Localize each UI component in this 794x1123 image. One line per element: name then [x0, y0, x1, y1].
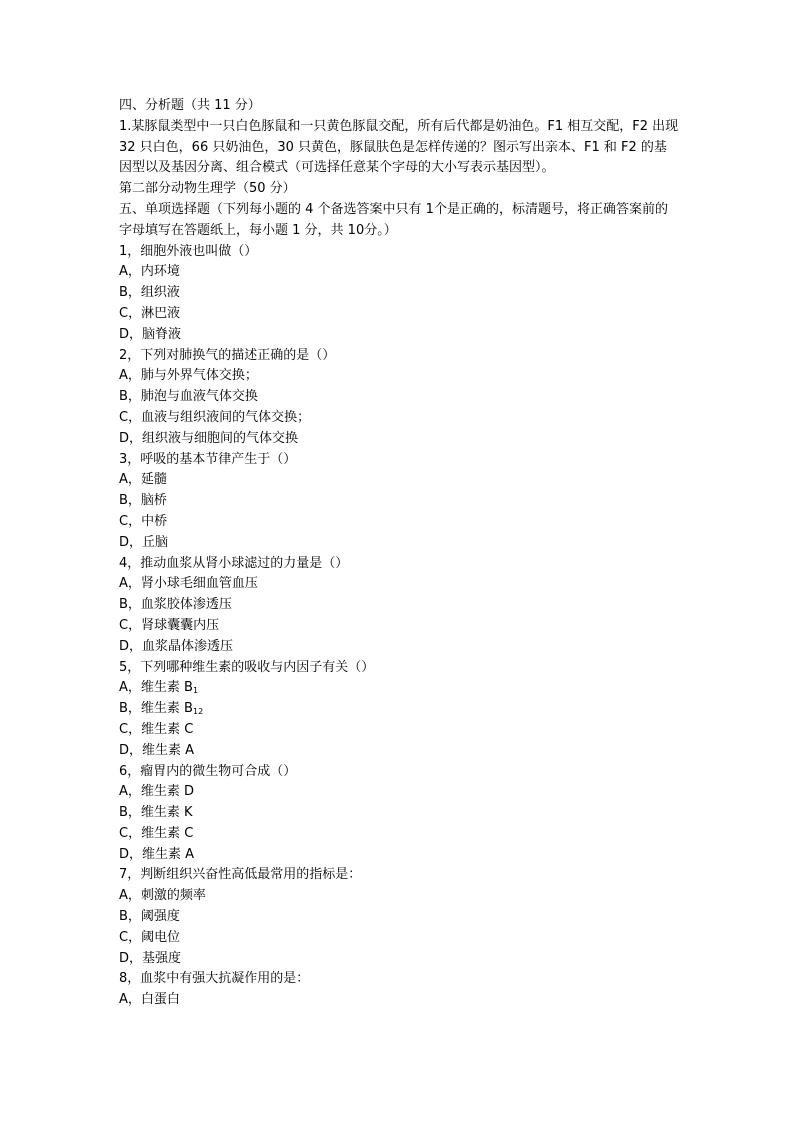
question-7 — [119, 865, 679, 969]
option-subscript: 1 — [192, 686, 199, 696]
option-b — [119, 699, 679, 720]
option-d: D，组织液与细胞间的气体交换 — [119, 430, 299, 446]
option-a: A，维生素 D — [119, 784, 195, 800]
question-1 — [119, 242, 679, 346]
option-c: C，中桥 — [119, 513, 168, 529]
option-text: C，维生素 C — [119, 721, 194, 737]
question-stem: 8，血浆中有强大抗凝作用的是： — [119, 971, 310, 987]
document-page — [119, 96, 679, 1011]
option-d: D，血浆晶体渗透压 — [119, 638, 234, 654]
option-c — [119, 720, 679, 741]
option-b: B，维生素 K — [119, 805, 193, 821]
question-2 — [119, 346, 679, 450]
option-b: B，血浆胶体渗透压 — [119, 597, 232, 613]
option-a — [119, 678, 679, 699]
section-4-heading: 四、分析题（共 11 分） — [119, 98, 261, 113]
option-b: B，阈强度 — [119, 909, 180, 925]
question-stem: 5，下列哪种维生素的吸收与内因子有关（） — [119, 659, 375, 675]
option-c: C，阈电位 — [119, 929, 181, 945]
option-d — [119, 741, 679, 762]
analysis-question-1: 1.某豚鼠类型中一只白色豚鼠和一只黄色豚鼠交配，所有后代都是奶油色。F1 相互交配，F2 出现 32 只白色，66 只奶油色，30 只黄色，豚鼠肤色是怎样传递的？图示写出亲本、F1 和 F2 的基因型以及基因分离、组合模式（可选择任意某个字母的大小写表示基因型）。 — [119, 118, 679, 176]
question-stem: 3，呼吸的基本节律产生于（） — [119, 451, 297, 467]
question-stem: 7，判断组织兴奋性高低最常用的指标是： — [119, 867, 362, 883]
option-c: C，血液与组织液间的气体交换； — [119, 409, 311, 425]
option-text: A，维生素 B — [119, 680, 193, 696]
option-a: A，刺激的频率 — [119, 888, 206, 904]
part-2-heading: 第二部分动物生理学（50 分） — [119, 181, 296, 197]
option-c: C，肾球囊囊内压 — [119, 617, 220, 633]
question-3 — [119, 450, 679, 554]
question-5 — [119, 658, 679, 762]
question-8 — [119, 969, 679, 1011]
option-subscript: 12 — [192, 707, 204, 717]
question-stem: 4，推动血浆从肾小球滤过的力量是（） — [119, 555, 349, 571]
question-stem: 1，细胞外液也叫做（） — [119, 243, 258, 259]
option-b: B，脑桥 — [119, 493, 167, 509]
section-5-heading: 五、单项选择题（下列每小题的 4 个备选答案中只有 1个是正确的，标清题号，将正确答案前的字母填写在答题纸上，每小题 1 分，共 10分。） — [119, 201, 668, 238]
option-b: B，肺泡与血液气体交换 — [119, 389, 258, 405]
question-stem: 6，瘤胃内的微生物可合成（） — [119, 763, 297, 779]
option-d: D，基强度 — [119, 950, 182, 966]
option-a: A，肾小球毛细血管血压 — [119, 576, 258, 592]
option-a: A，肺与外界气体交换； — [119, 368, 258, 384]
option-a: A，白蛋白 — [119, 992, 180, 1008]
option-c: C，淋巴液 — [119, 305, 181, 321]
option-text: B，维生素 B — [119, 701, 193, 717]
option-a: A，内环境 — [119, 264, 180, 280]
option-d: D，丘脑 — [119, 534, 169, 550]
option-d: D，脑脊液 — [119, 326, 182, 342]
question-6 — [119, 762, 679, 866]
question-4 — [119, 554, 679, 658]
option-c: C，维生素 C — [119, 825, 194, 841]
option-text: D，维生素 A — [119, 742, 195, 758]
question-stem: 2，下列对肺换气的描述正确的是（） — [119, 347, 336, 363]
option-d: D，维生素 A — [119, 846, 195, 862]
option-b: B，组织液 — [119, 285, 180, 301]
option-a: A，延髓 — [119, 472, 167, 488]
